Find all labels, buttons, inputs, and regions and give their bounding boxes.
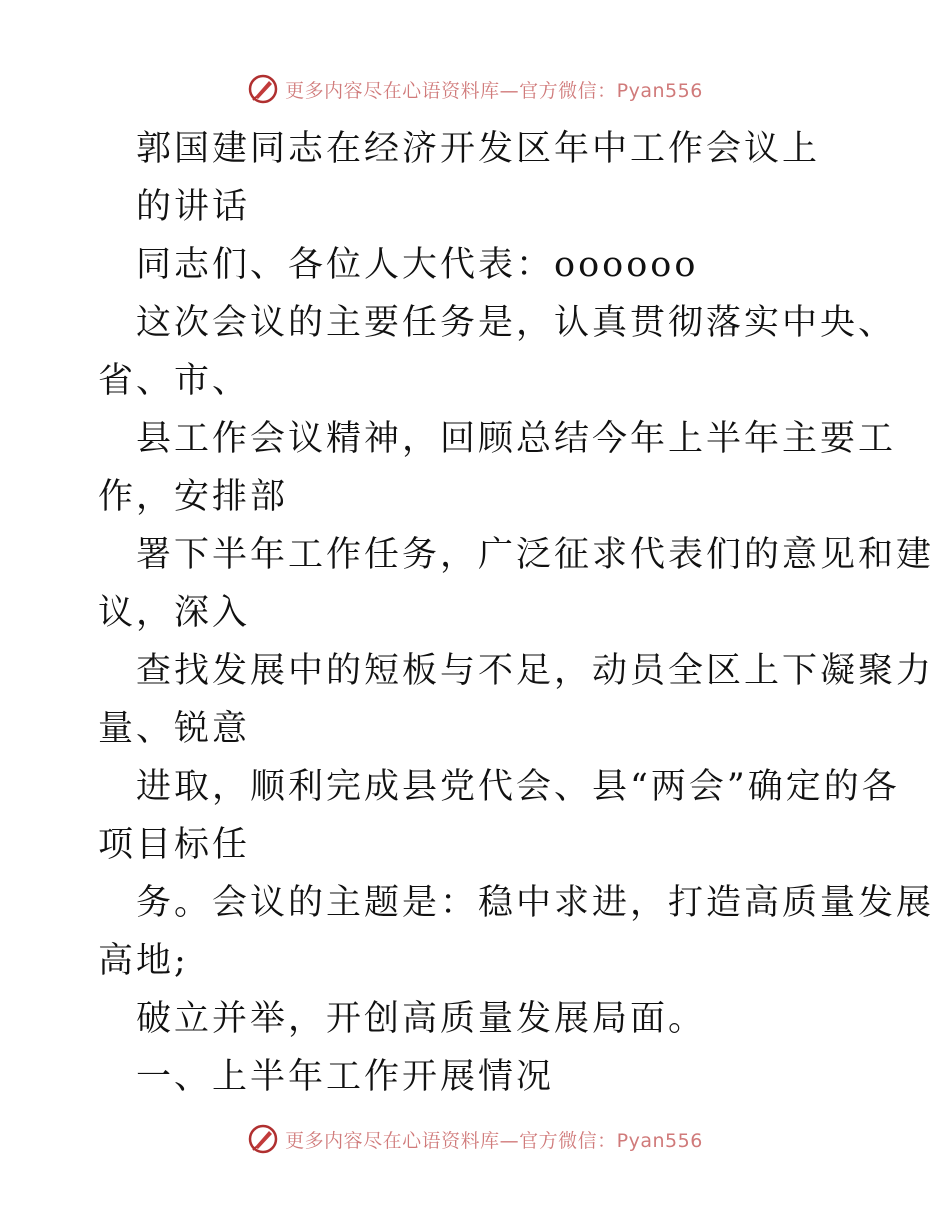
- paragraph-line: 查找发展中的短板与不足，动员全区上下凝聚力: [136, 651, 935, 691]
- watermark-text: 更多内容尽在心语资料库—官方微信：Pyan556: [285, 79, 703, 102]
- paragraph-line: 破立并举，开创高质量发展局面。: [136, 999, 707, 1039]
- paragraph-line: 量、锐意: [98, 709, 251, 749]
- paragraph-line: 高地;: [98, 941, 189, 981]
- section-heading: 一、上半年工作开展情况: [136, 1057, 555, 1097]
- paragraph-line: 这次会议的主要任务是，认真贯彻落实中央、: [136, 303, 897, 343]
- quill-pen-logo-icon: [247, 1123, 279, 1155]
- title-line-1: 郭国建同志在经济开发区年中工作会议上: [136, 129, 821, 169]
- paragraph-line: 作，安排部: [98, 477, 289, 517]
- paragraph-line: 省、市、: [98, 361, 251, 401]
- paragraph-line: 进取，顺利完成县党代会、县“两会”确定的各: [136, 767, 900, 807]
- paragraph-line: 项目标任: [98, 825, 251, 865]
- salutation: 同志们、各位人大代表：oooooo: [136, 245, 699, 285]
- title-line-2: 的讲话: [136, 187, 251, 227]
- footer-watermark: [0, 1122, 950, 1156]
- paragraph-line: 县工作会议精神，回顾总结今年上半年主要工: [136, 419, 897, 459]
- watermark-text: 更多内容尽在心语资料库—官方微信：Pyan556: [285, 1129, 703, 1152]
- header-watermark: [0, 72, 950, 106]
- document-body: [98, 120, 935, 1106]
- paragraph-line: 务。会议的主题是：稳中求进，打造高质量发展: [136, 883, 935, 923]
- paragraph-line: 议，深入: [98, 593, 251, 633]
- quill-pen-logo-icon: [247, 73, 279, 105]
- paragraph-line: 署下半年工作任务，广泛征求代表们的意见和建: [136, 535, 935, 575]
